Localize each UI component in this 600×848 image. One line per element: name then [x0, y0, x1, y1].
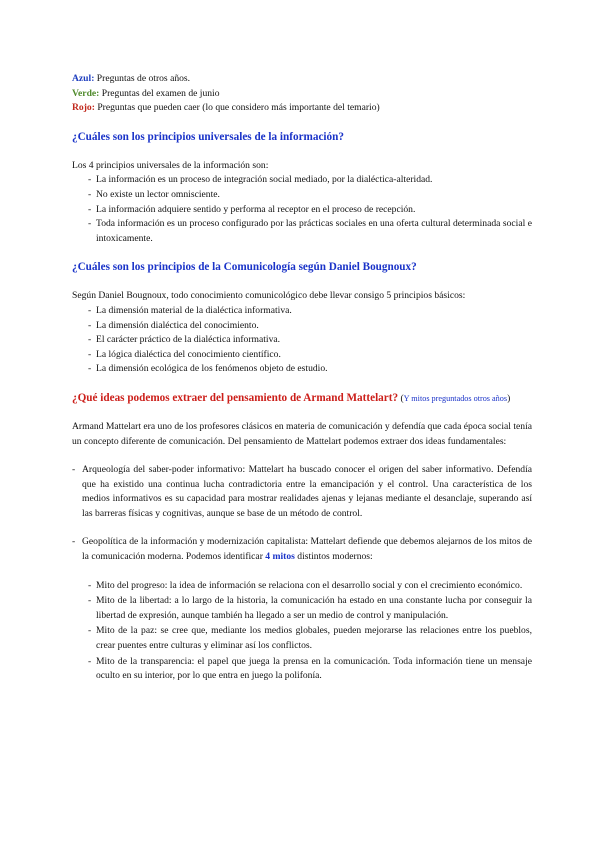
four-myths-highlight: 4 mitos: [265, 551, 295, 563]
list-item: - La información es un proceso de integración social mediado, por la dialéctica-alteridad.: [88, 173, 532, 188]
list-item: - Mito de la libertad: a lo largo de la historia, la comunicación ha estado en una constante lucha por conseguir la libertad de expresión, aunque también ha llegado a ser un medio de control y manipulación.: [88, 594, 532, 623]
list-item: - La dimensión material de la dialéctica informativa.: [88, 304, 532, 319]
list-item: - Mito del progreso: la idea de información se relaciona con el desarrollo social y con el crecimiento económico.: [88, 579, 532, 594]
section2-list: [72, 304, 532, 377]
color-legend: [72, 72, 532, 116]
section2-heading: ¿Cuáles son los principios de la Comunicología según Daniel Bougnoux?: [72, 261, 417, 274]
myths-list: [72, 579, 532, 684]
legend-red: Rojo: Preguntas que pueden caer (lo que considero más importante del temario): [72, 102, 380, 114]
list-item: - La información adquiere sentido y performa al receptor en el proceso de recepción.: [88, 203, 532, 218]
section3-heading: ¿Qué ideas podemos extraer del pensamiento de Armand Mattelart? (Y mitos preguntados otros años): [72, 391, 511, 404]
list-item: - El carácter práctico de la dialéctica informativa.: [88, 333, 532, 348]
legend-green: Verde: Preguntas del examen de junio: [72, 87, 220, 99]
section1-intro: Los 4 principios universales de la información son:: [72, 159, 269, 171]
section1-list: [72, 173, 532, 246]
list-item: - Toda información es un proceso configurado por las prácticas sociales en una oferta cultural determinada social e intoxicamente.: [88, 217, 532, 246]
mattelart-idea-2: - Geopolítica de la información y modernización capitalista: Mattelart defiende que debemos alejarnos de los mitos de la comunicación moderna. Podemos identificar 4 mitos distintos modernos:: [72, 536, 532, 563]
list-item: - La dimensión ecológica de los fenómenos objeto de estudio.: [88, 362, 532, 377]
mattelart-idea-1: - Arqueología del saber-poder informativo: Mattelart ha buscado conocer el origen del saber informativo. Defendía que ha existido una continua lucha contradictoria entre la emancipación y el control. Una característica de los medios informativos es su capacidad para mostrar realidades ajenas y lejanas mediante el desanclaje, superando así las barreras físicas y cognitivas, aunque se base de un método de control.: [72, 464, 532, 519]
legend-blue: Azul: Preguntas de otros años.: [72, 73, 191, 84]
section1-heading: ¿Cuáles son los principios universales de la información?: [72, 130, 344, 143]
list-item: - La dimensión dialéctica del conocimiento.: [88, 319, 532, 334]
list-item: - Mito de la paz: se cree que, mediante los medios globales, pueden mejorarse las relaciones entre los pueblos, crear puentes entre culturas y eliminar así los conflictos.: [88, 624, 532, 653]
section3-note: Y mitos preguntados otros años: [403, 393, 508, 403]
list-item: - La lógica dialéctica del conocimiento científico.: [88, 348, 532, 363]
list-item: - Mito de la transparencia: el papel que juega la prensa en la comunicación. Toda información tiene un mensaje oculto en su interior, por lo que entra en juego la polifonía.: [88, 655, 532, 684]
section2-intro: Según Daniel Bougnoux, todo conocimiento comunicológico debe llevar consigo 5 principios básicos:: [72, 290, 466, 302]
section3-intro: Armand Mattelart era uno de los profesores clásicos en materia de comunicación y defendía que cada época social tenía un concepto diferente de comunicación. Del pensamiento de Mattelart podemos extraer dos ideas fundamentales:: [72, 420, 532, 447]
list-item: - No existe un lector omnisciente.: [88, 188, 532, 203]
document-content: [72, 72, 532, 685]
